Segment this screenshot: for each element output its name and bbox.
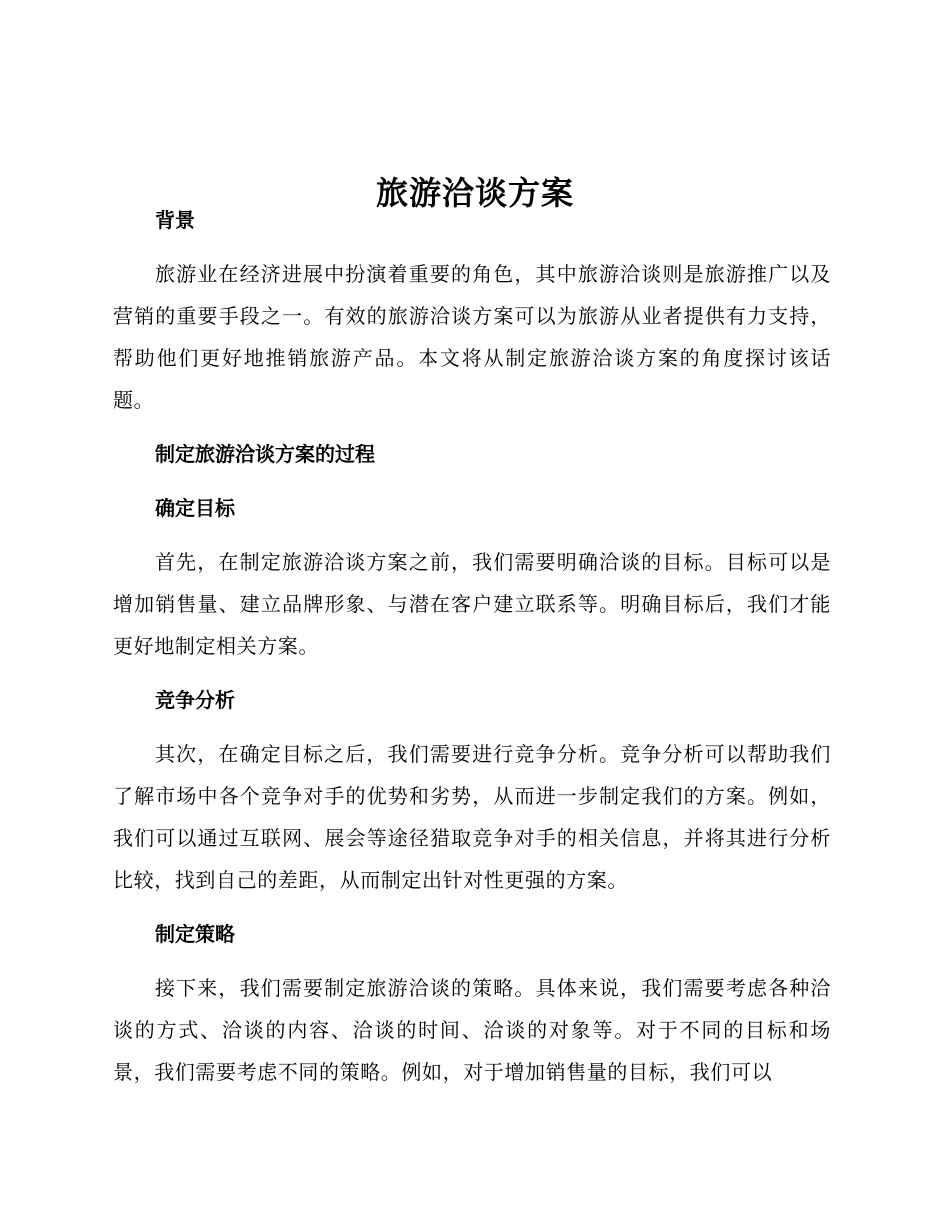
section-heading-process: 制定旅游洽谈方案的过程 [155,442,375,466]
paragraph-background: 旅游业在经济进展中扮演着重要的角色，其中旅游洽谈则是旅游推广以及营销的重要手段之一。有效的旅游洽谈方案可以为旅游从业者提供有力支持，帮助他们更好地推销旅游产品。本文将从制定旅游洽谈方案的角度探讨该话题。 [113,262,831,412]
paragraph-set-goals: 首先，在制定旅游洽谈方案之前，我们需要明确洽谈的目标。目标可以是增加销售量、建立品牌形象、与潜在客户建立联系等。明确目标后，我们才能更好地制定相关方案。 [113,550,831,658]
document-body [113,199,831,1093]
section-heading-set-goals: 确定目标 [155,496,235,520]
section-heading-background: 背景 [155,208,195,232]
paragraph-competition-analysis: 其次，在确定目标之后，我们需要进行竞争分析。竞争分析可以帮助我们了解市场中各个竞争对手的优势和劣势，从而进一步制定我们的方案。例如，我们可以通过互联网、展会等途径猎取竞争对手的相关信息，并将其进行分析比较，找到自己的差距，从而制定出针对性更强的方案。 [113,742,831,892]
paragraph-strategy: 接下来，我们需要制定旅游洽谈的策略。具体来说，我们需要考虑各种洽谈的方式、洽谈的内容、洽谈的时间、洽谈的对象等。对于不同的目标和场景，我们需要考虑不同的策略。例如，对于增加销售量的目标，我们可以 [113,976,831,1084]
section-heading-competition-analysis: 竞争分析 [155,688,235,712]
section-heading-strategy: 制定策略 [155,922,235,946]
document-title: 旅游洽谈方案 [375,174,574,213]
